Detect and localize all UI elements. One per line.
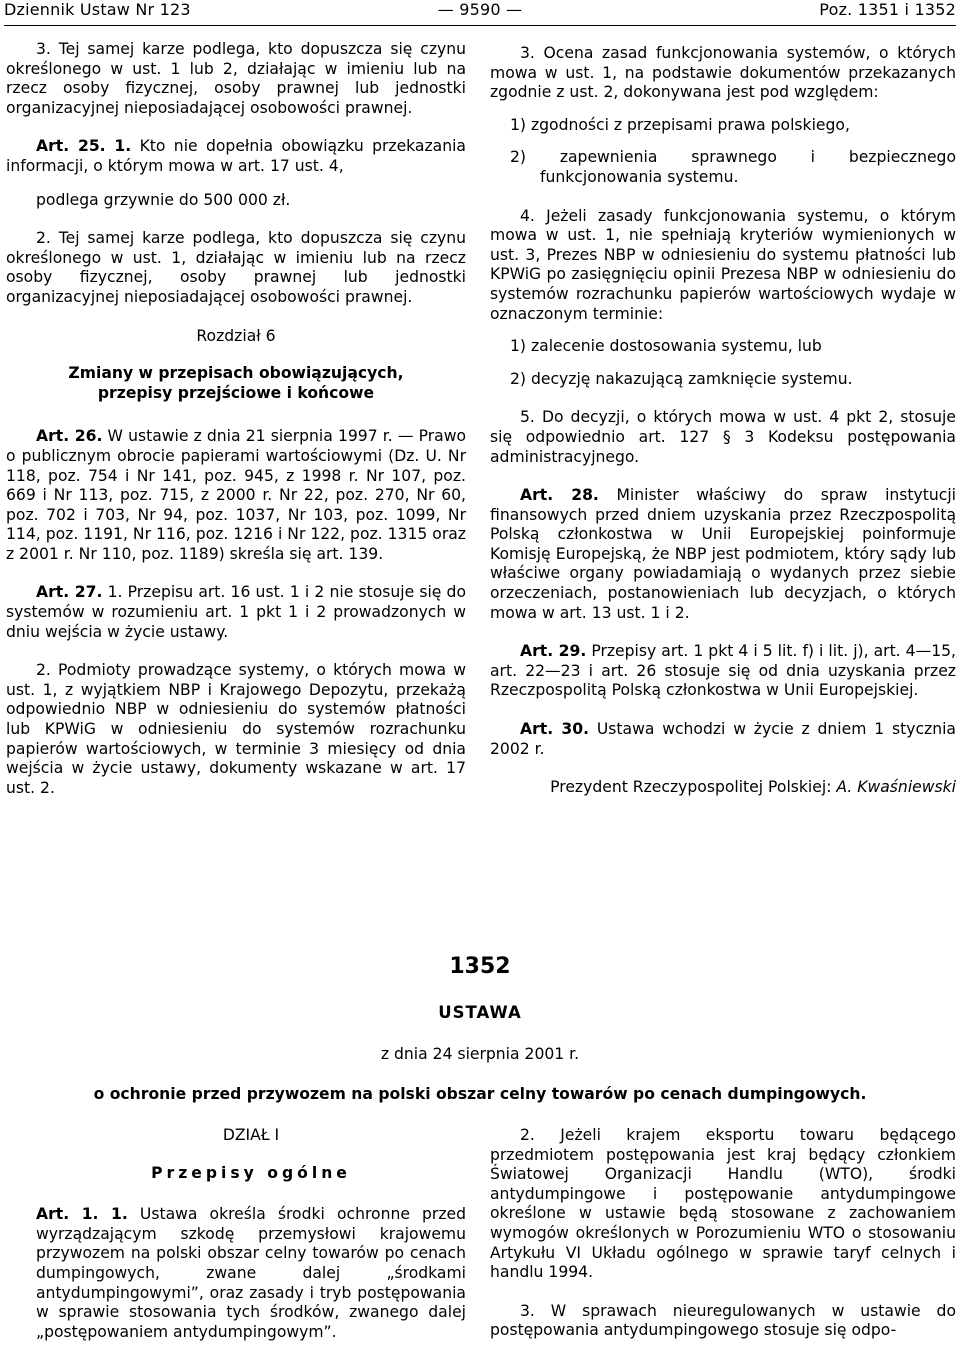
list-item: 2) decyzję nakazującą zamknięcie systemu. (510, 369, 853, 388)
article-1 (36, 1205, 466, 1342)
article-25 (6, 137, 466, 176)
article-text: W ustawie z dnia 21 sierpnia 1997 r. — Prawo o publicznym obrocie papierami wartościowymi (Dz. U. Nr 118, poz. 754 i Nr 141, poz. 945, z 1998 r. Nr 107, poz. 669 i Nr 113, poz. 715, z 2000 r. Nr 22, poz. 270, Nr 60, poz. 702 i 703, Nr 94, poz. 1037, Nr 103, poz. 1099, Nr 114, poz. 1191, Nr 116, poz. 1216 i Nr 122, poz. 1315 oraz z 2001 r. Nr 110, poz. 1189) skreśla się art. 139. (6, 427, 466, 563)
lower-right-column (490, 1126, 956, 1341)
article-number: Art. 29. (520, 642, 587, 661)
division-label: DZIAŁ I (222, 1126, 280, 1144)
article-number: Art. 28. (520, 486, 599, 505)
paragraph: 2. Jeżeli krajem eksportu towaru będącego przedmiotem postępowania jest kraj będący członkiem Światowej Organizacji Handlu (WTO), środki antydumpingowe i postępowanie antydumpingowe określone w ustawie będą stosowane z zachowaniem wymogów określonych w Porozumieniu WTO o stosowaniu Artykułu VI Układu ogólnego w sprawie taryf celnych i handlu 1994. (490, 1126, 956, 1282)
article-27 (6, 583, 466, 642)
article-text: Ustawa wchodzi w życie z dniem 1 stycznia 2002 r. (490, 720, 956, 758)
right-column (490, 44, 956, 798)
paragraph: 4. Jeżeli zasady funkcjonowania systemu, o którym mowa w ust. 1, nie spełniają kryteriów wymienionych w ust. 3, Prezes NBP w odniesieniu do systemu płatności lub KPWiG po zasięgnięciu opinii Prezesa NBP w odniesieniu do systemów rozrachunku papierów wartościowych wydaje w oznaczonym terminie: (490, 206, 956, 323)
article-29 (490, 642, 956, 701)
position-reference: Poz. 1351 i 1352 (819, 0, 956, 19)
article-number: Art. 26. (36, 427, 103, 446)
page-number: — 9590 — (437, 0, 523, 19)
division-title: Przepisy ogólne (151, 1163, 351, 1182)
paragraph: 5. Do decyzji, o których mowa w ust. 4 pkt 2, stosuje się odpowiednio art. 127 § 3 Kodeksu postępowania administracyjnego. (490, 408, 956, 466)
article-text: Minister właściwy do spraw instytucji finansowych przed dniem uzyskania przez Rzeczpospolitą Polską członkostwa w Unii Europejskiej poinformuje Komisję Europejską, że NBP jest podmiotem, który sądy lub właściwe organy powiadamiają o wydanych przez siebie orzeczeniach, postanowieniach lub decyzjach, o których mowa w art. 13 ust. 1 i 2. (490, 486, 956, 622)
act-type: USTAWA (438, 1003, 522, 1022)
journal-title: Dziennik Ustaw Nr 123 (4, 0, 191, 19)
left-column (6, 40, 466, 798)
article-number: Art. 25. 1. (36, 137, 132, 156)
article-number: Art. 30. (520, 720, 590, 739)
paragraph: 3. Ocena zasad funkcjonowania systemów, o których mowa w ust. 1, na podstawie dokumentów przekazanych zgodnie z ust. 2, dokonywana jest pod względem: (490, 44, 956, 102)
list-item: 1) zalecenie dostosowania systemu, lub (510, 337, 822, 356)
list-item: 1) zgodności z przepisami prawa polskiego, (510, 115, 850, 134)
article-text: Kto nie dopełnia obowiązku przekazania informacji, o którym mowa w art. 17 ust. 4, (6, 137, 466, 175)
article-number: Art. 27. (36, 583, 103, 602)
paragraph: 3. W sprawach nieuregulowanych w ustawie do postępowania antydumpingowego stosuje się odpo- (490, 1301, 956, 1340)
act-position-number: 1352 (449, 954, 511, 979)
paragraph: 2. Podmioty prowadzące systemy, o których mowa w ust. 1, z wyjątkiem NBP i Krajowego Depozytu, przekażą odpowiednio NBP w odniesieniu do systemów płatności lub KPWiG w odniesieniu do systemów rozrachunku papierów wartościowych, w terminie 3 miesięcy od dnia wejścia w życie ustawy, dokumenty wskazane w art. 17 ust. 2. (6, 661, 466, 797)
article-number: Art. 1. 1. (36, 1205, 128, 1224)
penalty-line: podlega grzywnie do 500 000 zł. (36, 190, 291, 209)
article-text: 1. Przepisu art. 16 ust. 1 i 2 nie stosuje się do systemów w rozumieniu art. 1 pkt 1 i 2 prowadzonych w dniu wejścia w życie ustawy. (6, 583, 466, 641)
article-26 (6, 427, 466, 564)
signature-name: A. Kwaśniewski (836, 778, 956, 797)
signature-label: Prezydent Rzeczypospolitej Polskiej: (550, 778, 837, 797)
article-text: Przepisy art. 1 pkt 4 i 5 lit. f) i lit. j), art. 4—15, art. 22—23 i art. 26 stosuje się od dnia uzyskania przez Rzeczpospolitą Polską członkostwa w Unii Europejskiej. (490, 642, 956, 700)
act-title: o ochronie przed przywozem na polski obszar celny towarów po cenach dumpingowych. (93, 1085, 867, 1103)
article-30 (490, 720, 956, 759)
paragraph: 3. Tej samej karze podlega, kto dopuszcza się czynu określonego w ust. 1 lub 2, działając w imieniu lub na rzecz osoby fizycznej, osoby prawnej lub jednostki organizacyjnej nieposiadającej osobowości prawnej. (6, 40, 466, 117)
signature (490, 778, 956, 798)
act-date: z dnia 24 sierpnia 2001 r. (380, 1045, 580, 1063)
article-28 (490, 486, 956, 623)
chapter-title: Zmiany w przepisach obowiązujących, przepisy przejściowe i końcowe (68, 364, 404, 402)
lower-left-column (36, 1126, 466, 1342)
page-header (4, 0, 956, 24)
list-item: 2) zapewnienia sprawnego i bezpiecznego funkcjonowania systemu. (510, 148, 956, 186)
chapter-label: Rozdział 6 (196, 326, 276, 345)
paragraph: 2. Tej samej karze podlega, kto dopuszcza się czynu określonego w ust. 1, działając w imieniu lub na rzecz osoby fizycznej, osoby prawnej lub jednostki organizacyjnej nieposiadającej osobowości prawnej. (6, 229, 466, 306)
header-divider (4, 25, 956, 26)
article-text: Ustawa określa środki ochronne przed wyrządzającym szkodę przemysłowi krajowemu przywozem na polski obszar celny towarów po cenach dumpingowych, zwane dalej „środkami antydumpingowymi”, oraz zasady i tryb postępowania w sprawie stosowania tych środków, zwanego dalej „postępowaniem antydumpingowym”. (36, 1205, 467, 1341)
